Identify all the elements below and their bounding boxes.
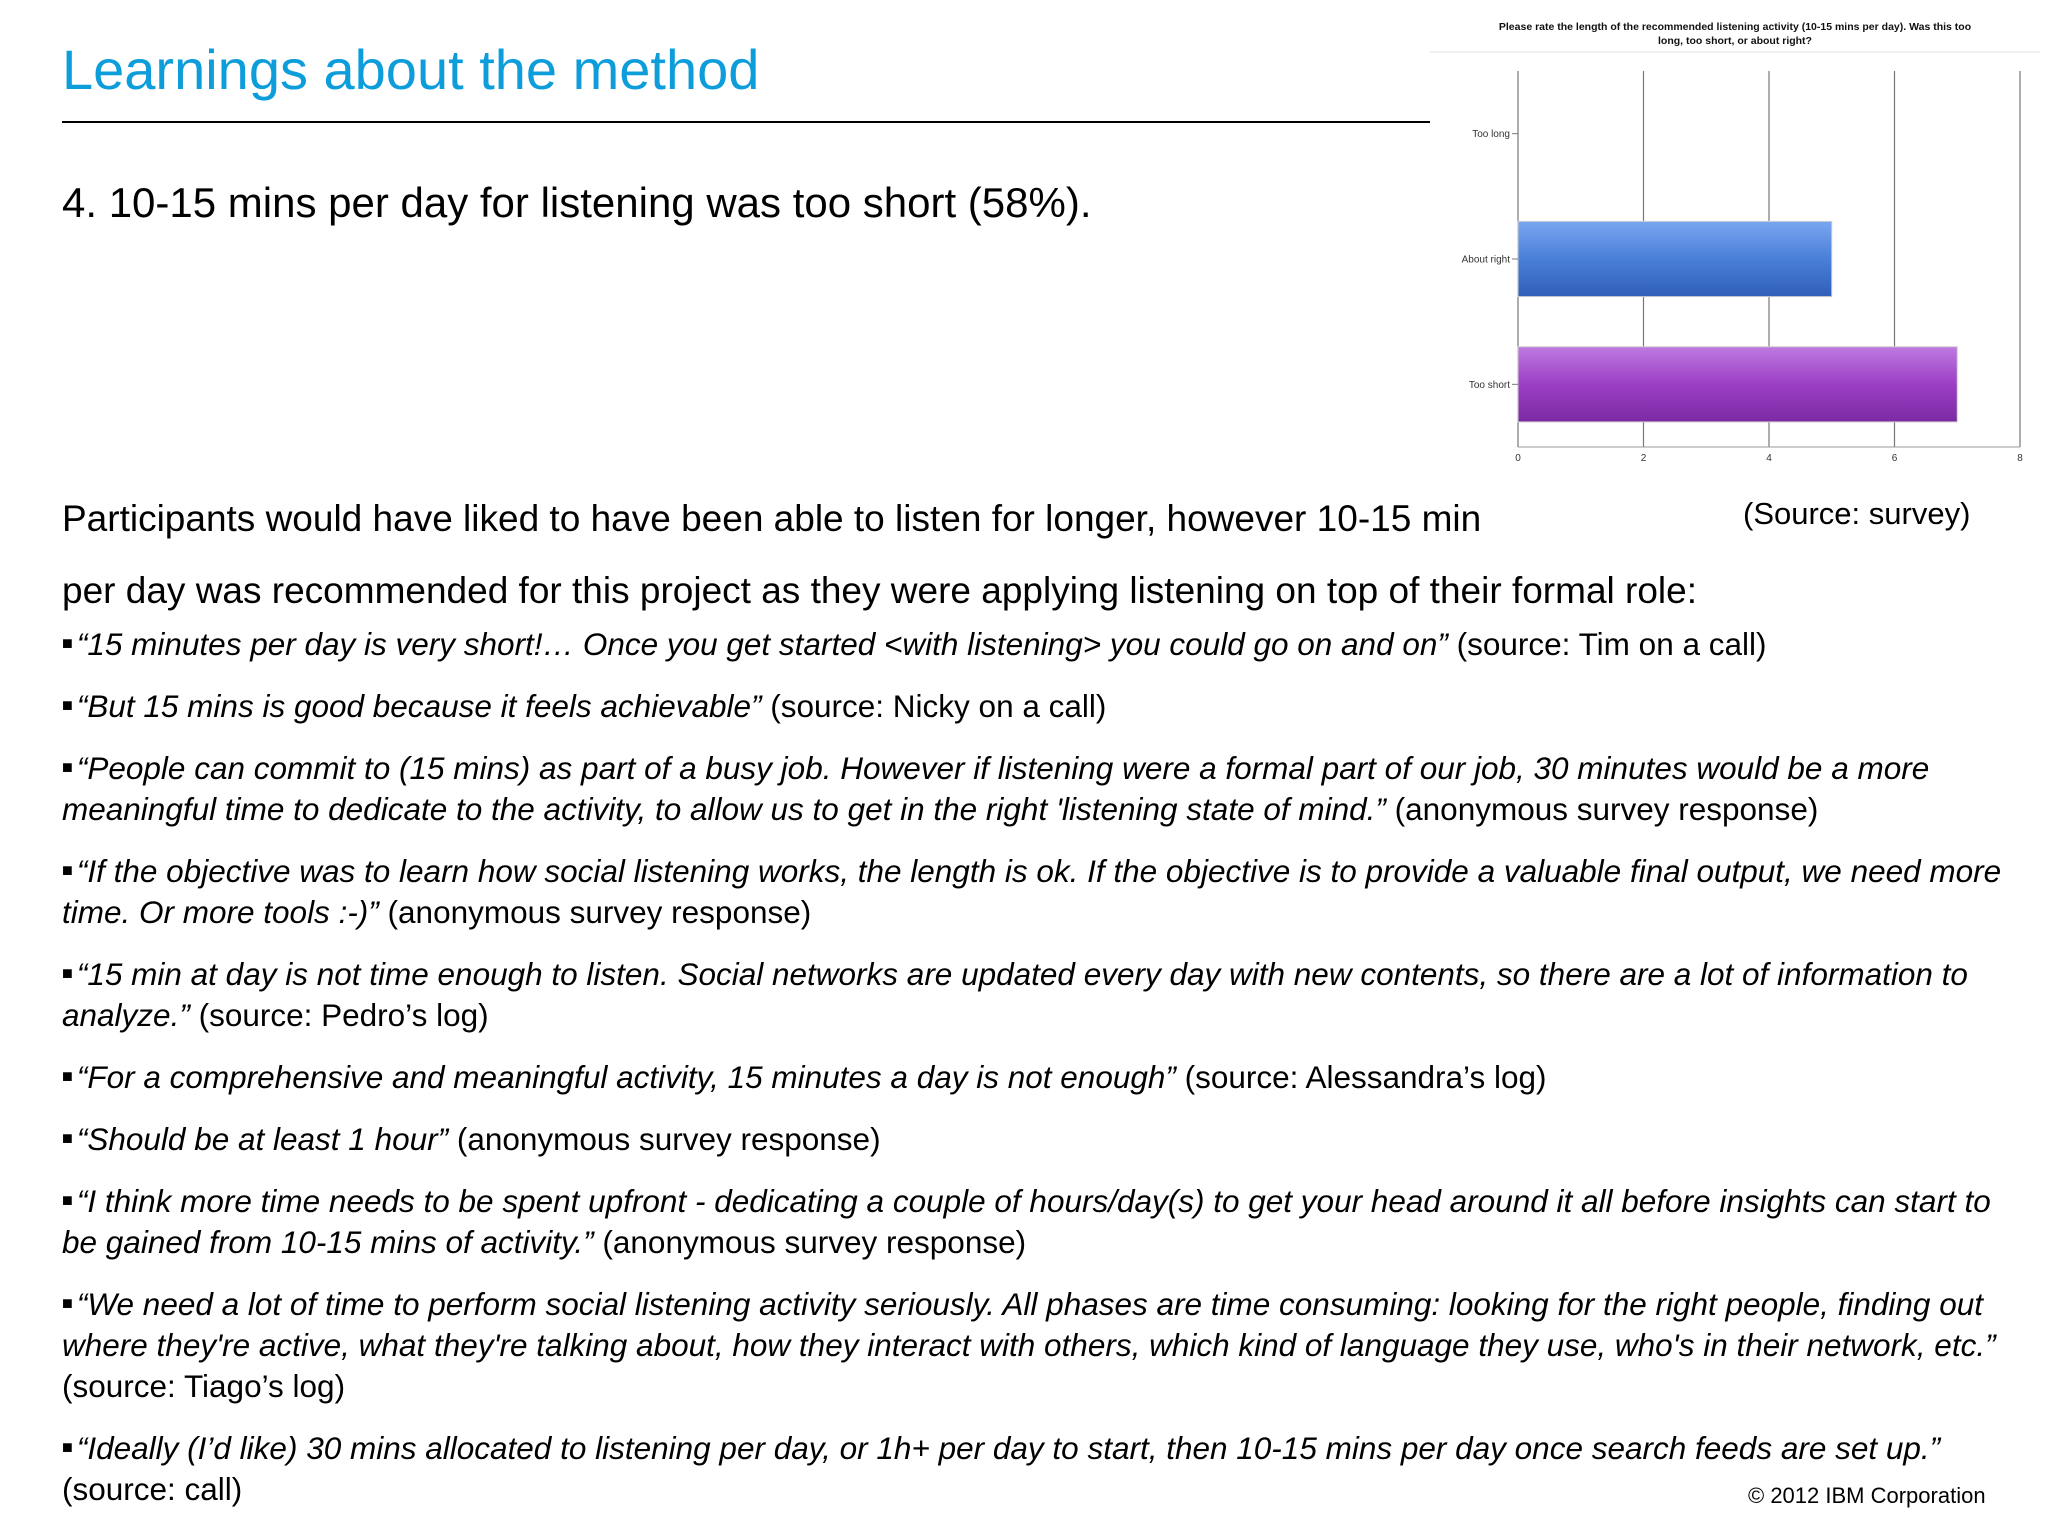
intro-line-2: per day was recommended for this project as they were applying listening on top of their formal role: xyxy=(62,570,1697,611)
intro-line-1: Participants would have liked to have been able to listen for longer, however 10-15 min xyxy=(62,498,1482,539)
y-tick-label: About right xyxy=(1461,254,1510,266)
quote-source: (source: call) xyxy=(62,1471,243,1507)
quote-item xyxy=(62,850,2002,933)
y-tick-label: Too long xyxy=(1472,129,1510,141)
headline: 4. 10-15 mins per day for listening was too short (58%). xyxy=(62,179,1092,226)
title-divider xyxy=(62,121,1430,123)
quote-text: “If the objective was to learn how social listening works, the length is ok. If the objective is to provide a valuable final output, we need more time. Or more tools :-)” xyxy=(62,853,2002,930)
x-tick-label: 6 xyxy=(1891,453,1898,464)
x-tick-label: 4 xyxy=(1766,453,1772,464)
square-bullet-icon: ■ xyxy=(62,1128,73,1148)
square-bullet-icon: ■ xyxy=(62,695,73,715)
quote-list xyxy=(62,623,2002,1530)
quote-item xyxy=(62,747,2002,830)
square-bullet-icon: ■ xyxy=(62,1293,73,1313)
quote-text: “We need a lot of time to perform social listening activity seriously. All phases are time consuming: looking for the right people, finding out where they're active, what they're talking about, how they interact with others, which kind of language they use, who's in their network, etc.” xyxy=(62,1286,1996,1363)
bar-about-right xyxy=(1518,221,1832,296)
quote-source: (source: Pedro’s log) xyxy=(189,997,489,1033)
quote-source: (source: Tim on a call) xyxy=(1447,626,1767,662)
square-bullet-icon: ■ xyxy=(62,963,73,983)
square-bullet-icon: ■ xyxy=(62,757,73,777)
survey-bar-chart xyxy=(1430,15,2040,475)
quote-source: (anonymous survey response) xyxy=(378,894,812,930)
chart-title-line-1: Please rate the length of the recommended listening activity (10-15 mins per day). Was this too xyxy=(1498,21,1972,33)
bar-too-short xyxy=(1518,347,1957,422)
square-bullet-icon: ■ xyxy=(62,1066,73,1086)
square-bullet-icon: ■ xyxy=(62,1190,73,1210)
quote-source: (anonymous survey response) xyxy=(593,1224,1027,1260)
x-tick-label: 8 xyxy=(2017,453,2023,464)
quote-text: “For a comprehensive and meaningful activity, 15 minutes a day is not enough” xyxy=(76,1059,1176,1095)
quote-text: “Ideally (I’d like) 30 mins allocated to listening per day, or 1h+ per day to start, then 10-15 mins per day once search feeds are set up.” xyxy=(76,1430,1941,1466)
quote-source: (source: Alessandra’s log) xyxy=(1175,1059,1547,1095)
slide-title: Learnings about the method xyxy=(62,38,760,101)
quote-text: “I think more time needs to be spent upfront - dedicating a couple of hours/day(s) to get your head around it all before insights can start to be gained from 10-15 mins of activity.” xyxy=(62,1183,1991,1260)
quote-item xyxy=(62,953,2002,1036)
quote-item xyxy=(62,685,2002,727)
quote-text: “People can commit to (15 mins) as part of a busy job. However if listening were a formal part of our job, 30 minutes would be a more meaningful time to dedicate to the activity, to allow us to get in the right 'listening state of mind.” xyxy=(62,750,1930,827)
intro-text xyxy=(62,483,1992,627)
quote-text: “But 15 mins is good because it feels achievable” xyxy=(76,688,762,724)
quote-source: (anonymous survey response) xyxy=(448,1121,881,1157)
quote-text: “Should be at least 1 hour” xyxy=(76,1121,449,1157)
square-bullet-icon: ■ xyxy=(62,860,73,880)
y-tick-label: Too short xyxy=(1468,379,1510,391)
quote-item xyxy=(62,623,2002,665)
quote-source: (source: Tiago’s log) xyxy=(62,1368,346,1404)
quote-source: (source: Nicky on a call) xyxy=(761,688,1107,724)
copyright-notice: © 2012 IBM Corporation xyxy=(1748,1483,1986,1508)
quote-item xyxy=(62,1427,2002,1510)
x-tick-label: 2 xyxy=(1640,453,1647,464)
quote-text: “15 minutes per day is very short!… Once you get started <with listening> you could go on and on” xyxy=(76,626,1448,662)
quote-text: “15 min at day is not time enough to listen. Social networks are updated every day with new contents, so there are a lot of information to analyze.” xyxy=(62,956,1968,1033)
chart-title-line-2: long, too short, or about right? xyxy=(1658,35,1812,47)
chart-source-note: (Source: survey) xyxy=(1743,496,1971,531)
quote-source: (anonymous survey response) xyxy=(1385,791,1819,827)
quote-item xyxy=(62,1180,2002,1263)
quote-item xyxy=(62,1056,2002,1098)
square-bullet-icon: ■ xyxy=(62,1437,73,1457)
x-tick-label: 0 xyxy=(1515,453,1521,464)
quote-item xyxy=(62,1118,2002,1160)
square-bullet-icon: ■ xyxy=(62,633,73,653)
quote-item xyxy=(62,1283,2002,1407)
